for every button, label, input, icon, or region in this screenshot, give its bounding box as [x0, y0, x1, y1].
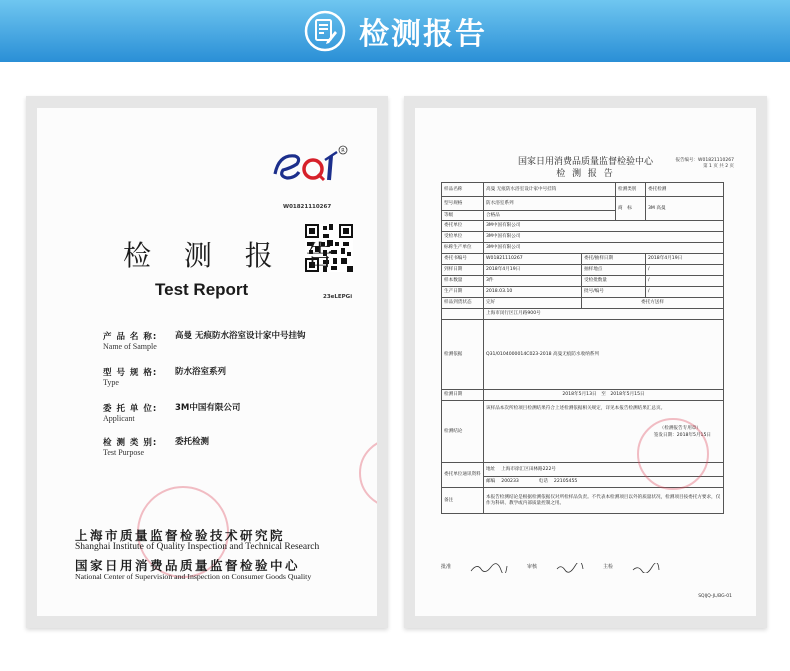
table-cell: 2018.03.10 — [484, 287, 582, 298]
table-cell: 2018年4月19日 — [646, 254, 724, 265]
table-cell: 型号规格 — [442, 197, 484, 211]
institute-name-cn: 上海市质量监督检验技术研究院 — [75, 528, 286, 543]
report-subtitle: 检 测 报 告 — [556, 169, 615, 179]
table-cell: Q31/0104000014C023-2018 高曼无痕防水收纳系列 — [484, 320, 724, 390]
table-cell: 委托书编号 — [442, 254, 484, 265]
field-type — [103, 366, 333, 396]
table-cell: / — [646, 265, 724, 276]
sqi-logo — [269, 142, 351, 190]
field-value: 委托检测 — [175, 437, 210, 447]
table-row — [442, 254, 724, 265]
table-cell: 检测日期 — [442, 390, 484, 401]
qr-verification-code: 23eLEPGi — [323, 294, 353, 300]
seal-text: （检测报告专用章） — [659, 425, 701, 431]
field-value: 防水浴室系列 — [175, 367, 227, 377]
field-test-purpose — [103, 436, 333, 466]
reviewer-label: 审核 — [527, 564, 538, 570]
table-cell: 商 标 — [616, 197, 646, 221]
table-row — [442, 276, 724, 287]
table-cell: 样本数量 — [442, 276, 484, 287]
details-certificate-paper — [415, 108, 756, 616]
table-cell: 完好 — [484, 298, 582, 309]
cover-title-cn: 检 测 报 告 — [123, 239, 346, 272]
field-label-en: Applicant — [103, 414, 135, 423]
phone-number: 22105455 — [553, 479, 578, 485]
approver-signature — [469, 563, 509, 573]
field-sample-name — [103, 330, 333, 360]
table-cell: 检测依据 — [442, 320, 484, 390]
table-cell: 2018年4月19日 — [484, 265, 582, 276]
table-row — [442, 183, 724, 197]
field-applicant — [103, 402, 333, 432]
table-row — [442, 488, 724, 514]
table-row — [442, 221, 724, 232]
table-row — [442, 232, 724, 243]
report-number: 报告编号：W01821110267 — [675, 158, 734, 163]
reviewer-signature — [555, 563, 585, 573]
cover-certificate-paper — [37, 108, 377, 616]
table-cell: 上海市闵行区江月路900号 — [484, 309, 724, 320]
field-label-cn: 检 测 类 别: — [103, 438, 158, 448]
report-center-title: 国家日用消费品质量监督检验中心 — [517, 157, 653, 167]
table-cell: W01821110267 — [484, 254, 582, 265]
contact-address: 上海市徐汇区田林路222号 — [501, 466, 556, 472]
form-code: SQIJQ-JL/BG-01 — [698, 594, 732, 599]
svg-text:R: R — [341, 148, 345, 154]
table-row — [442, 287, 724, 298]
table-cell: 检测类别 — [616, 183, 646, 197]
field-label-en: Test Purpose — [103, 448, 144, 457]
table-cell: 3M 高曼 — [646, 197, 724, 221]
issue-date: 签发日期：2018年5月15日 — [653, 433, 711, 439]
field-value: 3M中国有限公司 — [175, 403, 241, 413]
signature-row — [441, 563, 723, 573]
banner-title: 检测报告 — [359, 17, 487, 52]
field-value: 高曼 无痕防水浴室设计家中号挂钩 — [175, 331, 306, 341]
table-cell: 样品到货状态 — [442, 298, 484, 309]
table-cell: 3M中国有限公司 — [484, 243, 724, 254]
page-indicator: 第 1 页 共 2 页 — [703, 164, 734, 169]
center-name-cn: 国家日用消费品质量监督检验中心 — [75, 558, 301, 573]
table-cell: 检测结论 — [442, 401, 484, 463]
table-cell: 委托方送样 — [582, 298, 724, 309]
table-row — [442, 197, 724, 211]
conclusion-text: 该样品本次所检项目检测结果符合上述检测依据相关规定，详见本报告检测结果汇总页。 — [486, 406, 666, 411]
table-cell: 标称生产单位 — [442, 243, 484, 254]
post-code: 200233 — [501, 479, 519, 485]
report-document-icon — [303, 9, 347, 53]
table-cell: 本报告检测结论是根据检测依据仅对所检样品负责。不代表本检测项目以外的质量状况，检测项目按委托方要求，仅作为科研、教学或内部质量控制之用。 — [484, 488, 724, 514]
table-cell: 受检批数量 — [582, 276, 646, 287]
table-cell: 合格品 — [484, 211, 616, 221]
table-row — [442, 390, 724, 401]
table-cell: 委托/抽样日期 — [582, 254, 646, 265]
field-label-en: Name of Sample — [103, 342, 157, 351]
table-cell: 备注 — [442, 488, 484, 514]
table-cell: 3件 — [484, 276, 582, 287]
main-inspector-signature — [631, 563, 661, 573]
table-cell: 生产日期 — [442, 287, 484, 298]
field-label-cn: 委 托 单 位: — [103, 404, 158, 414]
table-cell: 高曼 无痕防水浴室设计家中号挂钩 — [484, 183, 616, 197]
table-cell: 委托检测 — [646, 183, 724, 197]
inspection-seal — [637, 418, 709, 490]
main-inspector-label: 主检 — [603, 564, 614, 570]
table-cell: 防水浴室系列 — [484, 197, 616, 211]
table-row — [442, 243, 724, 254]
official-seal — [359, 438, 377, 508]
cover-certificate-card[interactable] — [26, 96, 388, 628]
phone-label: 电话 — [538, 479, 548, 485]
table-cell: 到样日期 — [442, 265, 484, 276]
table-cell: 委托单位 — [442, 221, 484, 232]
table-cell: 抽样地点 — [582, 265, 646, 276]
table-cell: 委托单位通讯资料 — [442, 463, 484, 488]
field-label-en: Type — [103, 378, 119, 387]
table-row — [442, 320, 724, 390]
post-label: 邮编 — [486, 479, 496, 485]
certificate-number: W01821110267 — [283, 204, 332, 210]
table-cell: 批号/编号 — [582, 287, 646, 298]
table-cell: 3M中国有限公司 — [484, 232, 724, 243]
approver-label: 批准 — [441, 564, 452, 570]
report-number-block — [676, 158, 734, 170]
addr-label: 地址 — [486, 466, 496, 472]
table-cell: / — [646, 287, 724, 298]
table-cell: 等级 — [442, 211, 484, 221]
cover-title-en: Test Report — [155, 280, 249, 299]
table-cell — [442, 309, 484, 320]
table-cell: 3M中国有限公司 — [484, 221, 724, 232]
table-cell: 受检单位 — [442, 232, 484, 243]
table-cell: 样品名称 — [442, 183, 484, 197]
field-label-cn: 型 号 规 格: — [103, 368, 158, 378]
table-cell: / — [646, 276, 724, 287]
page-banner — [0, 0, 790, 62]
field-label-cn: 产 品 名 称: — [103, 332, 158, 342]
table-row — [442, 298, 724, 309]
details-certificate-card[interactable] — [404, 96, 767, 628]
table-row — [442, 309, 724, 320]
center-name-en: National Center of Supervision and Inspection on Consumer Goods Quality — [75, 572, 312, 581]
table-row — [442, 265, 724, 276]
table-cell: 2018年5月13日 至 2018年5月15日 — [484, 390, 724, 401]
institute-name-en: Shanghai Institute of Quality Inspection and Technical Research — [75, 542, 320, 552]
